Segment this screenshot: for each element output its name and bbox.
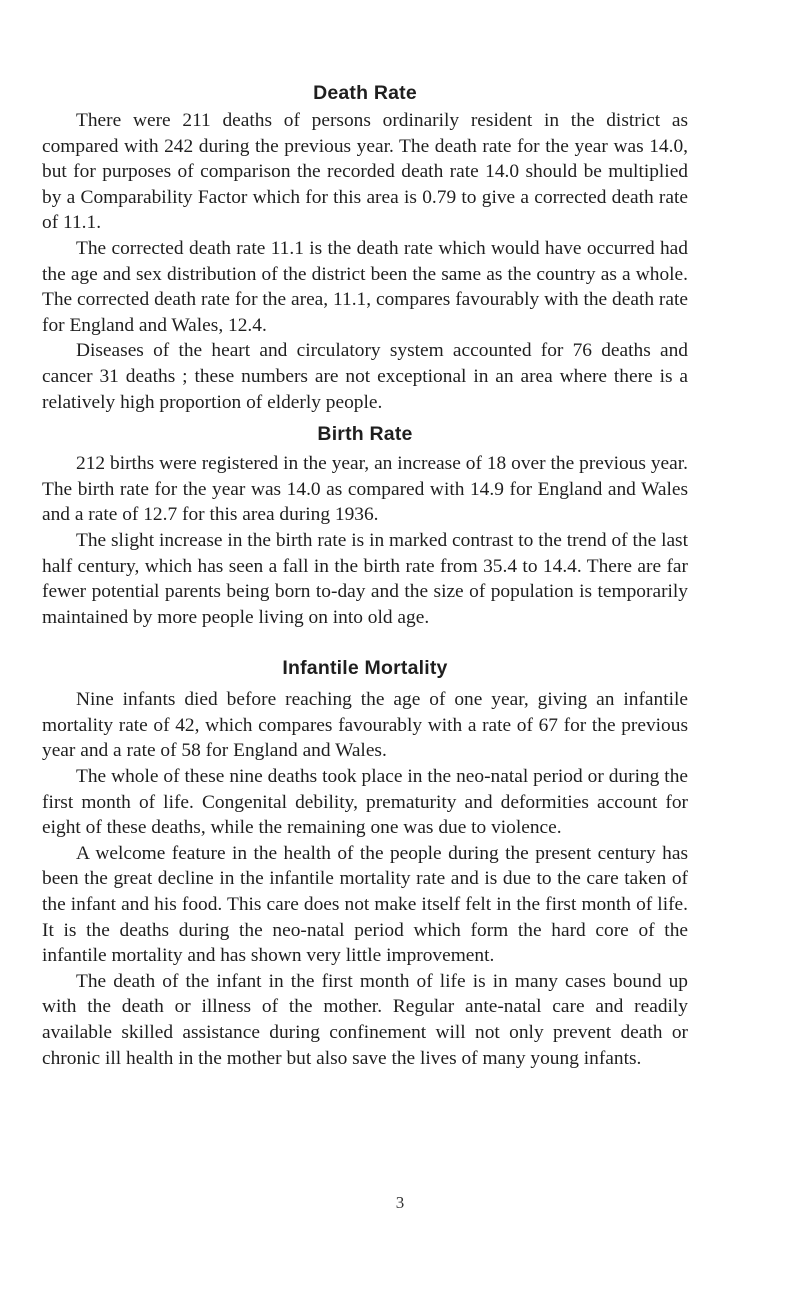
paragraph: The slight increase in the birth rate is in marked contrast to the trend of the last half century, which has seen a fall in the birth rate from 35.4 to 14.4. There are far fewer potential parents being born to-day and the size of population is temporarily maintained by more people living on into old age.: [42, 529, 688, 628]
section-heading: Death Rate: [313, 82, 417, 104]
section-heading: Infantile Mortality: [282, 657, 448, 680]
paragraph: There were 211 deaths of persons ordinarily resident in the district as compared with 242 during the previous year. The death rate for the year was 14.0, but for purposes of comparison the recorded death rate 14.0 should be multiplied by a Comparability Factor which for this area is 0.79 to give a corrected death rate of 11.1.: [42, 110, 688, 234]
paragraph: The corrected death rate 11.1 is the death rate which would have occurred had the age and sex distribution of the district been the same as the country as a whole. The corrected death rate for the area, 11.1, compares favourably with the death rate for England and Wales, 12.4.: [42, 237, 688, 336]
birth-rate-section: [42, 421, 688, 630]
death-rate-section: [42, 80, 688, 415]
paragraph: A welcome feature in the health of the people during the present century has been the great decline in the infantile mortality rate and is due to the care taken of the infant and his food. This care does not make itself felt in the first month of life. It is the deaths during the neo-natal period which form the hard core of the infantile mortality and has shown very little improvement.: [42, 842, 688, 967]
section-heading: Birth Rate: [317, 423, 413, 446]
infantile-mortality-section: [42, 655, 688, 1071]
paragraph: 212 births were registered in the year, an increase of 18 over the previous year. The birth rate for the year was 14.0 as compared with 14.9 for England and Wales and a rate of 12.7 for this area during 1936.: [42, 453, 688, 526]
paragraph: Nine infants died before reaching the age of one year, giving an infantile mortality rate of 42, which compares favourably with a rate of 67 for the previous year and a rate of 58 for England and Wales.: [42, 689, 688, 762]
paragraph: Diseases of the heart and circulatory system accounted for 76 deaths and cancer 31 deaths ; these numbers are not exceptional in an area where there is a relatively high proportion of elderly people.: [42, 340, 688, 413]
document-page: [42, 80, 688, 1071]
page-number: 3: [395, 1193, 405, 1212]
paragraph: The death of the infant in the first month of life is in many cases bound up with the death or illness of the mother. Regular ante-natal care and readily available skilled assistance during confinement will not only prevent death or chronic ill health in the mother but also save the lives of many young infants.: [42, 970, 688, 1069]
paragraph: The whole of these nine deaths took place in the neo-natal period or during the first month of life. Congenital debility, prematurity and deformities account for eight of these deaths, while the remaining one was due to violence.: [42, 766, 688, 839]
